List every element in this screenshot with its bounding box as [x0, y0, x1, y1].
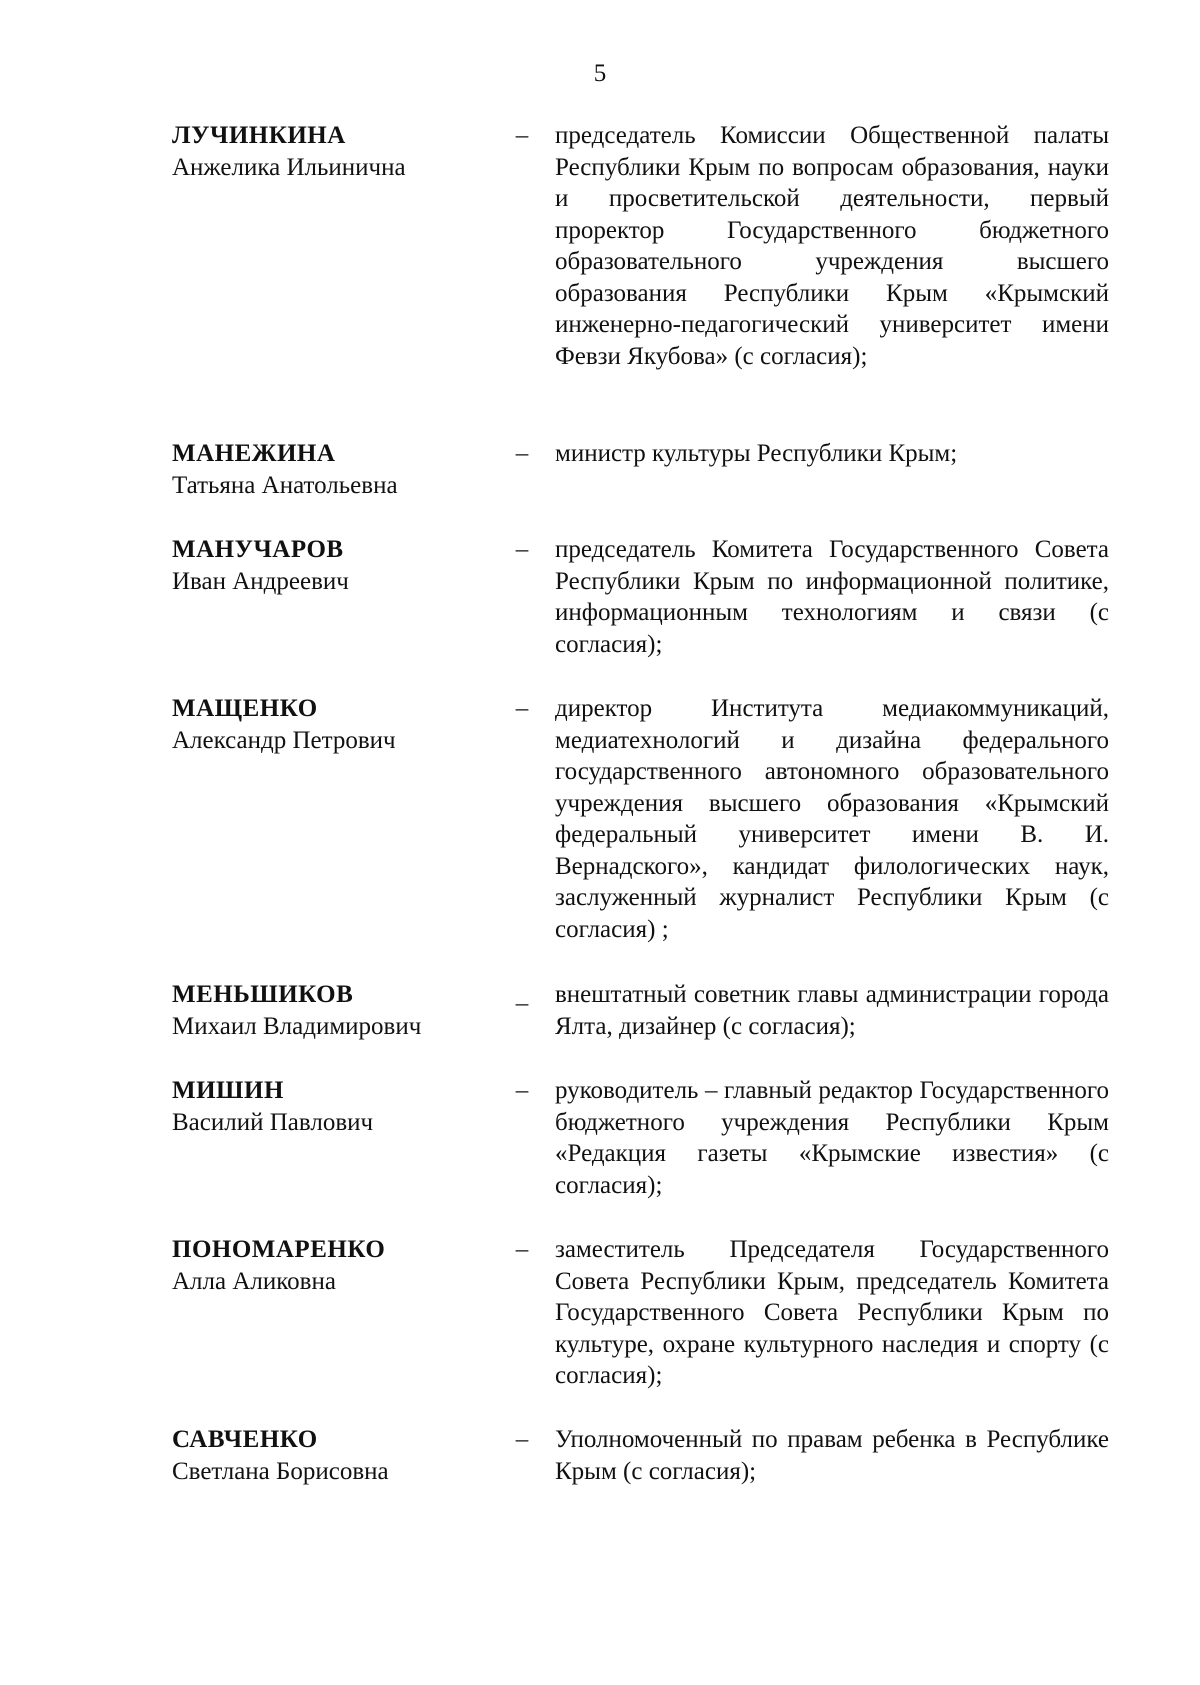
member-description: внештатный советник главы администрации города Ялта, дизайнер (с согласия); — [555, 981, 1109, 1040]
separator-dash: _ — [515, 981, 529, 1008]
member-surname: МЕНЬШИКОВ — [172, 981, 354, 1008]
separator-dash: – — [515, 122, 529, 149]
page-number: 5 — [593, 60, 607, 87]
member-given-name: Анжелика Ильинична — [172, 153, 406, 181]
member-description: председатель Комиссии Общественной палаты Республики Крым по вопросам образования, науки и просветительской деятельности, первый проректор Государственного бюджетного образовательного учреждения высшего образования Республики Крым «Крымский инженерно-педагогический университет имени Февзи Якубова» (с согласия); — [555, 122, 1109, 370]
member-given-name: Иван Андреевич — [172, 567, 349, 595]
member-description: министр культуры Республики Крым; — [555, 440, 958, 467]
member-given-name: Василий Павлович — [172, 1108, 374, 1136]
member-name — [172, 1234, 502, 1297]
member-given-name: Светлана Борисовна — [172, 1457, 389, 1485]
member-surname: МИШИН — [172, 1077, 284, 1104]
member-surname: МАЩЕНКО — [172, 695, 318, 722]
member-surname: МАНУЧАРОВ — [172, 536, 344, 563]
separator-dash: – — [515, 1426, 529, 1453]
member-description: Уполномоченный по правам ребенка в Республике Крым (с согласия); — [555, 1426, 1109, 1485]
member-surname: ПОНОМАРЕНКО — [172, 1236, 386, 1263]
member-name — [172, 1075, 502, 1138]
member-description: заместитель Председателя Государственного Совета Республики Крым, председатель Комитета Государственного Совета Республики Крым по культуре, охране культурного наследия и спорту (с согласия); — [555, 1236, 1109, 1389]
separator-dash: – — [515, 536, 529, 563]
separator-dash: – — [515, 1077, 529, 1104]
member-name — [172, 693, 502, 756]
member-given-name: Михаил Владимирович — [172, 1012, 422, 1040]
separator-dash: – — [515, 695, 529, 722]
member-surname: МАНЕЖИНА — [172, 440, 336, 467]
member-surname: ЛУЧИНКИНА — [172, 122, 346, 149]
member-description: председатель Комитета Государственного Совета Республики Крым по информационной политике, информационным технологиям и связи (с согласия); — [555, 536, 1109, 658]
separator-dash: – — [515, 440, 529, 467]
member-name — [172, 979, 502, 1042]
member-name — [172, 120, 502, 183]
member-surname: САВЧЕНКО — [172, 1426, 318, 1453]
separator-dash: – — [515, 1236, 529, 1263]
member-given-name: Александр Петрович — [172, 726, 396, 754]
member-name — [172, 534, 502, 597]
member-given-name: Татьяна Анатольевна — [172, 471, 398, 499]
member-name — [172, 1424, 502, 1487]
member-given-name: Алла Аликовна — [172, 1267, 336, 1295]
member-name — [172, 438, 502, 501]
member-description: руководитель – главный редактор Государственного бюджетного учреждения Республики Крым «Редакция газеты «Крымские известия» (с согласия); — [555, 1077, 1109, 1199]
member-description: директор Института медиакоммуникаций, медиатехнологий и дизайна федерального государственного автономного образовательного учреждения высшего образования «Крымский федеральный университет имени В. И. Вернадского», кандидат филологических наук, заслуженный журналист Республики Крым (с согласия) ; — [555, 695, 1109, 943]
